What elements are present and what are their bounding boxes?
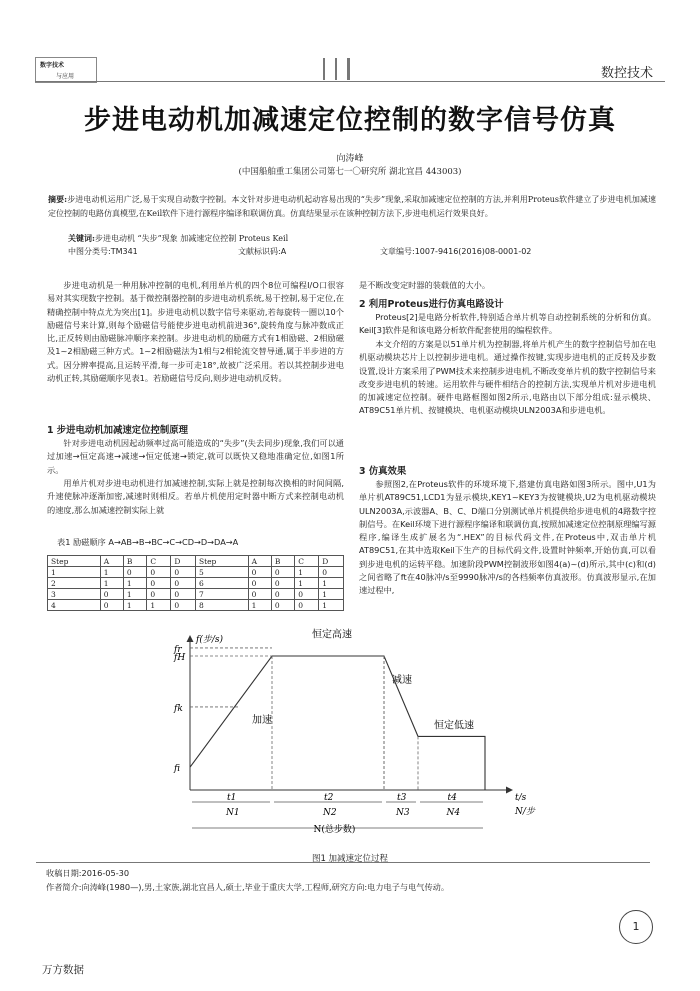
td-cell: 5 <box>195 567 248 578</box>
article-title: 步进电动机加减速定位控制的数字信号仿真 <box>84 105 616 136</box>
td-cell: 0 <box>171 589 196 600</box>
author: 向涛峰 <box>336 154 364 164</box>
left-paragraph-1: 步进电动机是一种用脉冲控制的电机,利用单片机的四个8位可编程I/O口很容易对其实现数字控制。基于微控制器控制的步进电动机系统,易于控制,易于定位,在精确控制中特点尤为突出[1]。步进电动机以数字信号来驱动,若每旋转一圈以10个励磁信号来计算,则每个励磁信号能使步进电动机前进36°,旋转角度与脉冲数成正比,正反转则由励磁脉冲顺序来控制。步进电动机的励磁方式有1相励磁、2相励磁及1~2相励磁三种方式。1~2相励磁法为1相与2相轮流交替导通,属于半步进的方式。因分辨率提高,且运转平滑,每一步可走18°,故被广泛采用。若以其控制步进电动机正转,其励磁顺序见表1。若励磁信号反向,则步进电动机反转。 <box>47 280 344 384</box>
td-cell: 0 <box>271 600 294 611</box>
header-badge-line1: 数字技术 <box>40 62 65 69</box>
td-cell: 8 <box>195 600 248 611</box>
td-cell: 1 <box>319 578 344 589</box>
affiliation: (中国船舶重工集团公司第七一〇研究所 湖北宜昌 443003) <box>238 167 462 177</box>
section-1-heading: 1 步进电动机加减速定位控制原理 <box>47 425 189 436</box>
td-cell: 0 <box>147 578 171 589</box>
keywords-label: 关键词: <box>68 233 95 243</box>
left-paragraph-2: 针对步进电动机因起动频率过高可能造成的“失步”(失去同步)现象,我们可以通过加速→恒定高速→减速→恒定低速→锁定,就可以既快又稳地准确定位,如图1所示。 <box>47 438 344 475</box>
td-cell: 0 <box>171 600 196 611</box>
td-cell: 0 <box>319 567 344 578</box>
section-3-heading: 3 仿真效果 <box>359 466 407 477</box>
th-cell: D <box>171 556 196 567</box>
step-label: N1 <box>226 808 240 818</box>
td-cell: 0 <box>123 567 146 578</box>
td-cell: 3 <box>48 589 101 600</box>
excitation-table <box>47 555 344 611</box>
td-cell: 0 <box>100 600 123 611</box>
td-cell: 6 <box>195 578 248 589</box>
td-cell: 0 <box>295 589 319 600</box>
table-caption: 表1 励磁顺序 A→AB→B→BC→C→CD→D→DA→A <box>57 537 239 547</box>
keywords <box>68 233 288 244</box>
td-cell: 1 <box>100 578 123 589</box>
header-rule <box>35 81 665 82</box>
total-steps-label: N(总步数) <box>313 825 356 835</box>
th-cell: C <box>147 556 171 567</box>
th-cell: Step <box>48 556 101 567</box>
td-cell: 1 <box>319 600 344 611</box>
td-cell: 0 <box>271 589 294 600</box>
td-cell: 0 <box>248 578 271 589</box>
abstract-label: 摘要: <box>48 194 68 204</box>
step-label: N2 <box>323 808 337 818</box>
time-label: t2 <box>324 793 334 803</box>
td-cell: 0 <box>271 567 294 578</box>
th-cell: A <box>248 556 271 567</box>
document-code: 文献标识码:A <box>238 247 287 256</box>
received-date: 收稿日期:2016-05-30 <box>46 868 130 878</box>
time-label: t4 <box>447 793 457 803</box>
table-row <box>48 600 344 611</box>
td-cell: 1 <box>248 600 271 611</box>
td-cell: 1 <box>100 567 123 578</box>
td-cell: 0 <box>248 589 271 600</box>
keywords-text: 步进电动机 “失步”现象 加减速定位控制 Proteus Keil <box>94 234 289 243</box>
td-cell: 0 <box>271 578 294 589</box>
figure-1-chart <box>140 628 570 846</box>
region-label: 加速 <box>252 715 272 726</box>
th-cell: D <box>319 556 344 567</box>
y-level-label: fH <box>174 653 186 663</box>
time-label: t3 <box>397 793 407 803</box>
th-cell: C <box>295 556 319 567</box>
header-badge <box>35 57 97 83</box>
th-cell: B <box>271 556 294 567</box>
author-bio: 作者简介:向涛峰(1980—),男,土家族,湖北宜昌人,硕士,毕业于重庆大学,工程师,研究方向:电力电子与电气传动。 <box>46 882 450 892</box>
source-watermark: 万方数据 <box>42 964 84 976</box>
left-paragraph-3: 用单片机对步进电动机进行加减速控制,实际上就是控制每次换相的时间间隔,升速使脉冲逐渐加密,减速时则相反。若单片机使用定时器中断方式来控制电动机的速度,那么加减速控制实际上就 <box>47 478 344 515</box>
td-cell: 2 <box>48 578 101 589</box>
x-axis-label: t/s <box>515 793 527 803</box>
td-cell: 0 <box>147 567 171 578</box>
td-cell: 1 <box>48 567 101 578</box>
table-row <box>48 578 344 589</box>
td-cell: 0 <box>171 567 196 578</box>
right-paragraph-2: Proteus[2]是电路分析软件,特别适合单片机等自动控制系统的分析和仿真。Keil[3]软件是和该电路分析软件配套使用的编程软件。 <box>359 312 656 336</box>
y-level-label: fi <box>174 764 181 775</box>
table-header-row <box>48 556 344 567</box>
chart-layer <box>173 628 536 835</box>
abstract <box>48 193 656 220</box>
td-cell: 0 <box>248 567 271 578</box>
region-label: 恒定低速 <box>434 720 474 732</box>
figure-1-caption: 图1 加减速定位过程 <box>311 854 389 864</box>
region-label: 恒定高速 <box>312 629 352 641</box>
y-level-label: fk <box>174 703 183 714</box>
article-number: 文章编号:1007-9416(2016)08-0001-02 <box>380 247 532 256</box>
th-cell: B <box>123 556 146 567</box>
time-label: t1 <box>227 793 237 803</box>
td-cell: 0 <box>100 589 123 600</box>
td-cell: 1 <box>123 578 146 589</box>
abstract-text: 步进电动机运用广泛,易于实现自动数字控制。本文针对步进电动机起动容易出现的“失步”现象,采取加减速定位控制的方法,并利用Proteus软件建立了步进电机加减速定位控制的电路仿真模型,在Keil软件下进行源程序编译和联调仿真。仿真结果显示在该种控制方法下,步进电机运行效果良好。 <box>48 195 656 218</box>
td-cell: 1 <box>295 567 319 578</box>
td-cell: 1 <box>319 589 344 600</box>
td-cell: 0 <box>295 600 319 611</box>
right-paragraph-4: 参照图2,在Proteus软件的环境环境下,搭建仿真电路如图3所示。图中,U1为单片机AT89C51,LCD1为显示模块,KEY1~KEY3为按键模块,U2为电机驱动模块ULN2003A,示波器A、B、C、D端口分别测试单片机提供给步进电机的4路数字控制信号。在Keil环境下进行源程序编译和联调仿真,按照加减速定位控制原理编写源程序,编译生成扩展名为“.HEX”的目标代码文件,在Proteus中,双击单片机AT89C51,在其中选取Keil下生产的目标代码文件,设置时钟频率,开始仿真,可以看到步进电机的运转平稳。加速阶段PWM控制波形如图4(a)~(d)所示,其中(c)和(d)之间省略了ft在40脉冲/s至9990脉冲/s的各档频率仿真波形。仿真波形显示,在加速过程中, <box>359 479 656 596</box>
th-cell: A <box>100 556 123 567</box>
td-cell: 1 <box>295 578 319 589</box>
footer-rule <box>36 862 650 863</box>
y-level-label: fr <box>174 644 182 655</box>
td-cell: 0 <box>171 578 196 589</box>
td-cell: 1 <box>123 589 146 600</box>
y-axis-label: f(步/s) <box>196 635 224 645</box>
region-label: 减速 <box>392 674 412 686</box>
section-name: 数控技术 <box>600 66 653 81</box>
table-row <box>48 589 344 600</box>
page-number: 1 <box>619 910 653 944</box>
right-paragraph-1: 是不断改变定时器的装载值的大小。 <box>359 280 491 290</box>
header-bars <box>323 58 363 80</box>
th-cell: Step <box>195 556 248 567</box>
section-2-heading: 2 利用Proteus进行仿真电路设计 <box>359 299 504 310</box>
td-cell: 4 <box>48 600 101 611</box>
table-row <box>48 567 344 578</box>
step-label: N3 <box>396 808 410 818</box>
td-cell: 0 <box>147 589 171 600</box>
td-cell: 1 <box>123 600 146 611</box>
header-badge-line2: 与应用 <box>56 73 75 80</box>
step-label: N4 <box>446 808 461 818</box>
td-cell: 7 <box>195 589 248 600</box>
x-axis-label-2: N/步 <box>515 807 535 817</box>
td-cell: 1 <box>147 600 171 611</box>
clc-number: 中图分类号:TM341 <box>68 247 138 256</box>
right-paragraph-3: 本文介绍的方案是以51单片机为控制器,将单片机产生的数字控制信号加在电机驱动模块芯片上以控制步进电机。通过操作按键,实现步进电机的正反转及步数设置,设计方案采用了PWM技术来控制步进电机,不断改变单片机的数字控制信号来改变步进电机的转速。运用软件与硬件相结合的控制方法,实现单片机对步进电机的加减速定位控制。硬件电路框图如图2所示,电路由以下部分组成:显示模块、AT89C51单片机、按键模块、电机驱动模块ULN2003A和步进电机。 <box>359 339 656 416</box>
